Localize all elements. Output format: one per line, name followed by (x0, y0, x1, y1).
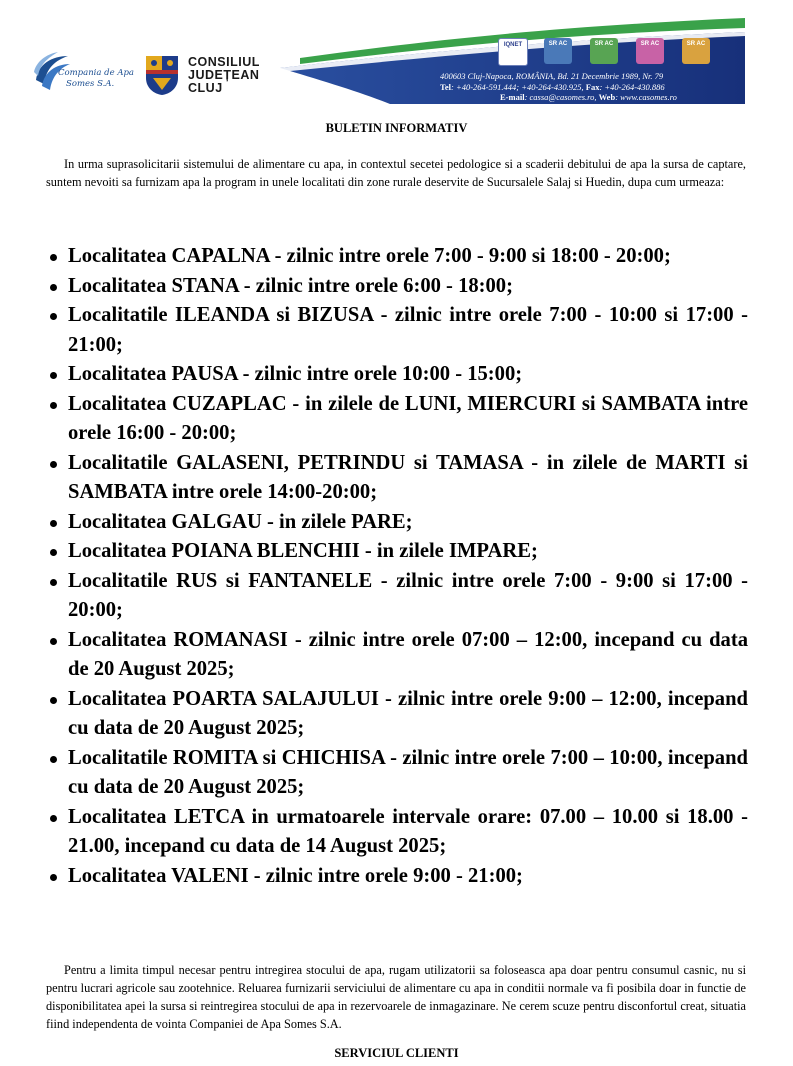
schedule-item-text: Localitatile ILEANDA si BIZUSA - zilnic intre orele 7:00 - 10:00 si 17:00 - 21:00; (68, 304, 748, 356)
schedule-item (48, 301, 748, 360)
bullet-icon (50, 461, 57, 468)
bullet-icon (50, 372, 57, 379)
email-label: E-mail (500, 92, 525, 102)
schedule-item-text: Localitatea CUZAPLAC - in zilele de LUNI, MIERCURI si SAMBATA intre orele 16:00 - 20:00; (68, 392, 748, 444)
schedule-item-text: Localitatea POARTA SALAJULUI - zilnic intre orele 9:00 – 12:00, incepand cu data de 20 August 2025; (68, 687, 748, 739)
schedule-item (48, 685, 748, 744)
schedule-item (48, 567, 748, 626)
bullet-icon (50, 874, 57, 881)
srac-badge-4: SR AC (682, 38, 710, 64)
schedule-item-text: Localitatea GALGAU - in zilele PARE; (68, 510, 413, 533)
schedule-item-text: Localitatea POIANA BLENCHII - in zilele IMPARE; (68, 540, 538, 562)
tel-label: Tel (440, 81, 452, 92)
fax-value: : +40-264-430.886 (599, 81, 665, 92)
certification-badges (498, 38, 728, 68)
schedule-item (48, 449, 748, 508)
intro-text: In urma suprasolicitarii sistemului de alimentare cu apa, in contextul secetei pedologice si a scaderii debitului de apa la sursa de captare, suntem nevoiti sa furnizam apa la program in unele localitati din zone rurale deservite de Sucursalele Salaj si Huedin, dupa cum urmeaza: (46, 157, 746, 189)
schedule-item-text: Localitatea STANA - zilnic intre orele 6:00 - 18:00; (68, 274, 513, 297)
srac-badge-3: SR AC (636, 38, 664, 64)
bullet-icon (50, 756, 57, 763)
bullet-icon (50, 638, 57, 645)
bullet-icon (50, 697, 57, 704)
bullet-icon (50, 313, 57, 320)
bullet-icon (50, 284, 57, 291)
schedule-item (48, 626, 748, 685)
email-web-line (440, 92, 740, 103)
schedule-item (48, 862, 748, 892)
srac-badge-2: SR AC (590, 38, 618, 64)
council-line3: CLUJ (188, 81, 223, 95)
schedule-item-text: Localitatile RUS si FANTANELE - zilnic intre orele 7:00 - 9:00 si 17:00 - 20:00; (68, 569, 748, 621)
schedule-item (48, 744, 748, 803)
council-line2: JUDEȚEAN (188, 68, 260, 82)
consiliul-judetean-cluj-logo (144, 54, 284, 100)
intro-paragraph (46, 155, 746, 191)
web-label: Web (598, 92, 616, 102)
schedule-item-text: Localitatile ROMITA si CHICHISA - zilnic intre orele 7:00 – 10:00, incepand cu data de 20 August 2025; (68, 746, 748, 798)
letterhead (0, 0, 793, 112)
bullet-icon (50, 815, 57, 822)
address: 400603 Cluj-Napoca, ROMÂNIA, Bd. 21 Decembrie 1989, Nr. 79 (440, 71, 664, 81)
document-title: BULETIN INFORMATIV (325, 121, 468, 135)
schedule-list (48, 242, 748, 891)
schedule-item (48, 390, 748, 449)
schedule-item (48, 272, 748, 302)
contact-block (440, 71, 740, 103)
company-logo-line2: Somes S.A. (66, 79, 115, 89)
schedule-item-text: Localitatea VALENI - zilnic intre orele 9:00 - 21:00; (68, 864, 523, 887)
bullet-icon (50, 254, 57, 261)
bullet-icon (50, 402, 57, 409)
fax-label: Fax (585, 81, 600, 92)
schedule-item (48, 803, 748, 862)
email-value[interactable]: : cassa@casomes.ro, (524, 92, 597, 102)
schedule-item (48, 360, 748, 390)
schedule-item (48, 508, 748, 538)
schedule-item-text: Localitatea CAPALNA - zilnic intre orele 7:00 - 9:00 si 18:00 - 20:00; (68, 245, 671, 267)
schedule-item-text: Localitatea PAUSA - zilnic intre orele 10:00 - 15:00; (68, 363, 523, 385)
srac-badge-1: SR AC (544, 38, 572, 64)
phone-fax-line (440, 82, 740, 93)
bullet-icon (50, 579, 57, 586)
iqnet-badge: IQNET (498, 38, 528, 66)
compania-de-apa-logo (32, 50, 142, 100)
bullet-icon (50, 549, 57, 556)
schedule-item-text: Localitatea ROMANASI - zilnic intre orele 07:00 – 12:00, incepand cu data de 20 August 2025; (68, 628, 748, 680)
bullet-icon (50, 520, 57, 527)
council-line1: CONSILIUL (188, 55, 260, 69)
tel-value: : +40-264-591.444; +40-264-430.925, (451, 81, 584, 92)
schedule-item (48, 242, 748, 272)
schedule-item-text: Localitatea LETCA in urmatoarele intervale orare: 07.00 – 10.00 si 18.00 - 21.00, incepand cu data de 14 August 2025; (68, 805, 748, 857)
closing-paragraph (46, 961, 746, 1033)
closing-text: Pentru a limita timpul necesar pentru intregirea stocului de apa, rugam utilizatorii sa foloseasca apa doar pentru consumul casnic, nu si pentru lucrari agricole sau zootehnice. Reluarea furnizarii serviciului de alimentare cu apa in conditii normale va fi posibila doar in functie de disponibilitatea apei la sursa si reintregirea stocului de apa in rezervoarele de inmagazinare. Ne cerem scuze pentru disconfortul creat, situatia fiind independenta de vointa Companiei de Apa Somes S.A. (46, 963, 746, 1031)
signature: SERVICIUL CLIENTI (334, 1046, 459, 1060)
schedule-item-text: Localitatile GALASENI, PETRINDU si TAMASA - in zilele de MARTI si SAMBATA intre orele 14:00-20:00; (68, 451, 748, 503)
county-crest-icon (144, 54, 180, 96)
company-logo-line1: Compania de Apa (58, 68, 134, 78)
web-value[interactable]: : www.casomes.ro (615, 92, 677, 102)
schedule-item (48, 537, 748, 567)
